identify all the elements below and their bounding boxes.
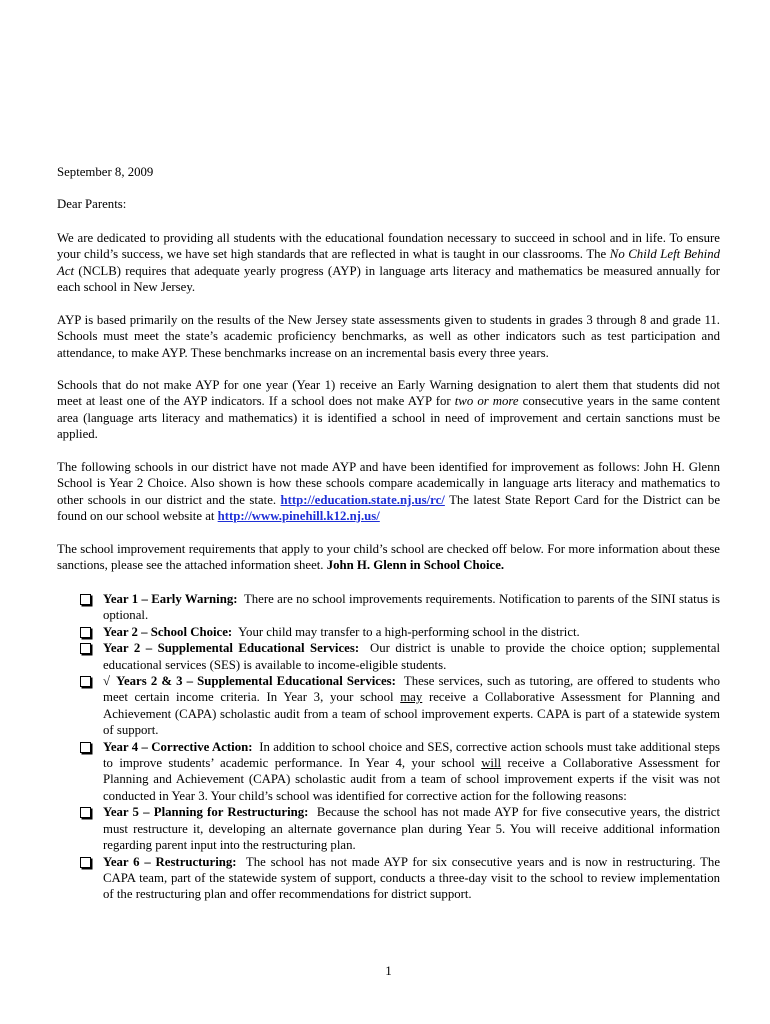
paragraph-ayp-basis: AYP is based primarily on the results of the New Jersey state assessments given to students in grades 3 through 8 and grade 11. Schools must meet the state’s academic proficiency benchmarks, as well as other indicators such as test participation and attendance, to make AYP. These benchmarks increase on an incremental basis every three years. — [57, 313, 720, 360]
act-name: No Child Left Behind Act — [57, 247, 720, 278]
requirement-year-2-ses — [79, 640, 720, 673]
requirement-year-5 — [79, 804, 720, 853]
paragraph-schools-identified — [57, 459, 720, 525]
checkbox-icon — [80, 676, 91, 687]
state-report-link[interactable]: http://education.state.nj.us/rc/ — [280, 492, 445, 507]
page-number: 1 — [385, 963, 392, 978]
checkbox-icon — [80, 594, 91, 605]
requirement-text-2: receive a Collaborative Assessment for Planning and Achievement (CAPA) scholastic audit from a team of school improvement experts. CAPA is part of a statewide system of support. — [103, 690, 720, 738]
school-website-link[interactable]: http://www.pinehill.k12.nj.us/ — [217, 509, 380, 524]
checkbox-icon — [80, 857, 91, 868]
school-choice-status: John H. Glenn in School Choice. — [326, 558, 505, 573]
requirement-years-2-3-ses — [79, 673, 720, 739]
checkbox-icon — [80, 643, 91, 654]
checkmark-icon: √ — [103, 674, 111, 689]
requirement-text: The school has not made AYP for six consecutive years and is now in restructuring. The CAPA team, part of the statewide system of support, conducts a three-day visit to the school to review implementation of the restructuring plan and offer recommendations for district support. — [103, 854, 720, 902]
requirement-title: Years 2 & 3 – Supplemental Educational Services: — [116, 674, 396, 689]
requirement-title: Year 2 – Supplemental Educational Services: — [103, 641, 360, 656]
requirement-text: There are no school improvements requirements. Notification to parents of the SINI status is optional. — [103, 592, 720, 623]
p5-text-1: The school improvement requirements that apply to your child’s school are checked off below. For more information about these sanctions, please see the attached information sheet. — [57, 542, 720, 573]
letter-date: September 8, 2009 — [57, 165, 154, 179]
requirement-title: Year 6 – Restructuring: — [103, 854, 237, 869]
requirement-text-2: receive a Collaborative Assessment for Planning and Achievement (CAPA) scholastic audit from a team of school improvement experts if the visit was not conducted in Year 3. Your child’s school was identified for corrective action for the following reasons: — [103, 756, 720, 803]
salutation: Dear Parents: — [57, 197, 127, 211]
requirement-title: Year 4 – Corrective Action: — [103, 739, 253, 754]
p3-text-1: Schools that do not make AYP for one year (Year 1) receive an Early Warning designation to alert them that students did not meet at least one of the AYP indicators. If a school does not make AYP for — [57, 378, 720, 409]
requirement-year-6 — [79, 854, 720, 903]
requirement-text: Because the school has not made AYP for five consecutive years, the district must restructure it, developing an alternate governance plan during Year 5. You will receive additional information regarding parent input into the restructuring plan. — [103, 805, 721, 853]
requirement-year-2-choice — [79, 624, 720, 640]
requirement-title: Year 5 – Planning for Restructuring: — [103, 805, 309, 820]
p1-text-1: We are dedicated to providing all students with the educational foundation necessary to succeed in school and in life. To ensure your child’s success, we have set high standards that are reflected in what is taught in our classrooms. The — [57, 231, 720, 262]
requirement-text: Our district is unable to provide the choice option; supplemental educational services (SES) is available to income-eligible students. — [103, 641, 720, 672]
paragraph-nclb-intro — [57, 230, 720, 296]
p4-text-2: The latest State Report Card for the District can be found on our school website at — [57, 492, 721, 524]
requirement-text-1: These services, such as tutoring, are offered to students who meet certain income criteria. In Year 3, your school — [103, 674, 720, 705]
paragraph-early-warning — [57, 377, 720, 443]
checkbox-icon — [80, 627, 91, 638]
requirement-text-1: In addition to school choice and SES, corrective action schools must take additional steps to improve students’ academic performance. In Year 4, your school — [103, 739, 720, 771]
p4-text-1: The following schools in our district have not made AYP and have been identified for improvement as follows: John H. Glenn School is Year 2 Choice. Also shown is how these schools compare academically in language arts literacy and mathematics to other schools in our district and the state. — [57, 460, 720, 507]
requirement-year-4 — [79, 739, 720, 805]
checkbox-icon — [80, 742, 91, 753]
p3-text-2: consecutive years in the same content area (language arts literacy and mathematics) it is identified a school in need of improvement and certain sanctions must be applied. — [57, 394, 720, 442]
requirement-underlined: may — [400, 690, 423, 705]
checkbox-icon — [80, 807, 91, 818]
requirement-year-1 — [79, 591, 720, 624]
p3-emphasis: two or more — [454, 394, 519, 409]
requirement-underlined: will — [481, 756, 502, 771]
letter-page — [57, 0, 720, 1024]
requirements-list — [79, 591, 720, 903]
requirement-title: Year 1 – Early Warning: — [103, 592, 238, 606]
requirement-text: Your child may transfer to a high-performing school in the district. — [238, 624, 580, 639]
paragraph-requirements-intro — [57, 541, 720, 574]
p1-text-2: (NCLB) requires that adequate yearly progress (AYP) in language arts literacy and mathematics be measured annually for each school in New Jersey. — [57, 263, 720, 295]
requirement-title: Year 2 – School Choice: — [103, 624, 233, 639]
